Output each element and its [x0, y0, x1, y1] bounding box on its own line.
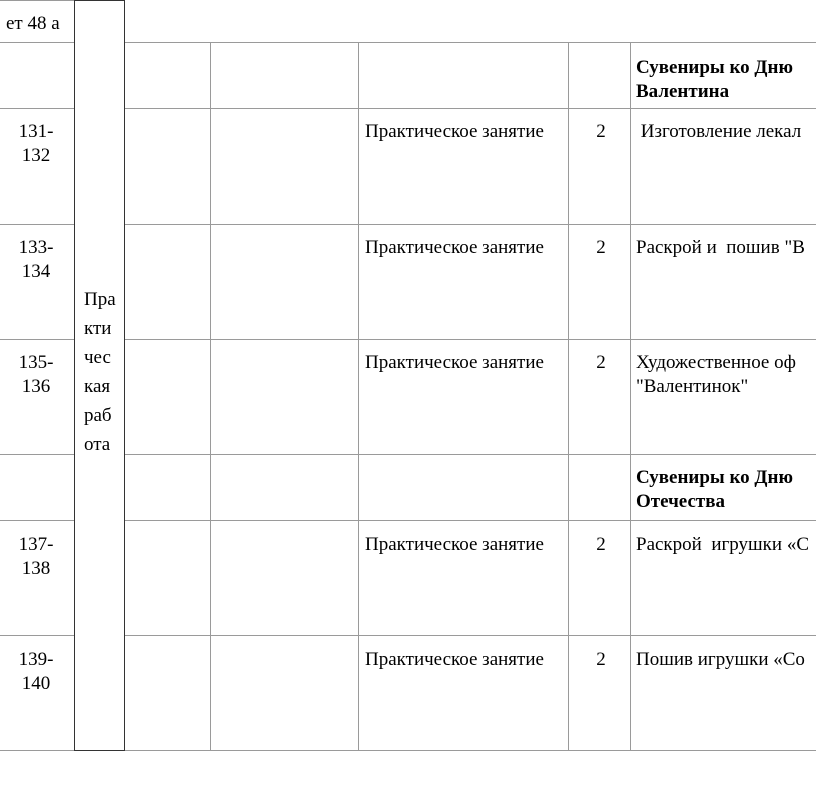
grid-line [0, 0, 75, 1]
merged-cell-border [74, 750, 125, 751]
merged-cell-border [124, 0, 125, 751]
grid-line [0, 108, 75, 109]
lesson-description: Пошив игрушки «Со [636, 649, 805, 670]
grid-line [124, 42, 816, 43]
lesson-number: 133- [18, 237, 54, 258]
section-title: Сувениры ко Дню [636, 467, 793, 488]
section-title: Сувениры ко Дню [636, 57, 793, 78]
merged-cell-border [74, 0, 125, 1]
grid-line [0, 339, 75, 340]
grid-line [124, 108, 816, 109]
lesson-type: Практическое занятие [365, 534, 544, 555]
section-title: Валентина [636, 81, 730, 102]
lesson-number: 135- [18, 352, 54, 373]
lesson-number: 137- [18, 534, 54, 555]
grid-line [124, 520, 816, 521]
lesson-number: 136 [21, 376, 51, 397]
grid-line [0, 520, 75, 521]
lesson-description: Раскрой и пошив "В [636, 237, 805, 258]
lesson-number: 139- [18, 649, 54, 670]
grid-line [124, 224, 816, 225]
lesson-hours: 2 [596, 121, 606, 142]
lesson-hours: 2 [596, 352, 606, 373]
lesson-number: 138 [21, 558, 51, 579]
grid-line [0, 42, 75, 43]
lesson-description: "Валентинок" [636, 376, 749, 397]
grid-line [124, 339, 816, 340]
grid-line [210, 42, 211, 751]
lesson-type: Практическое занятие [365, 121, 544, 142]
lesson-type: Практическое занятие [365, 649, 544, 670]
lesson-number: 132 [21, 145, 51, 166]
lesson-type: Практическое занятие [365, 237, 544, 258]
section-title: Отечества [636, 491, 725, 512]
lesson-hours: 2 [596, 649, 606, 670]
grid-line [568, 42, 569, 751]
lesson-description: Изготовление лекал [636, 121, 802, 142]
lesson-description: Художественное оф [636, 352, 796, 373]
grid-line [124, 454, 816, 455]
lesson-number: 140 [21, 673, 51, 694]
grid-line [0, 635, 75, 636]
grid-line [630, 42, 631, 751]
header-cell: ет 48 а [6, 13, 60, 34]
grid-line [0, 454, 75, 455]
grid-line [358, 42, 359, 751]
lesson-hours: 2 [596, 534, 606, 555]
merged-cell-border [74, 0, 75, 751]
lesson-number: 131- [18, 121, 54, 142]
grid-line [0, 224, 75, 225]
lesson-number: 134 [21, 261, 51, 282]
lesson-hours: 2 [596, 237, 606, 258]
lesson-description: Раскрой игрушки «С [636, 534, 809, 555]
grid-line [124, 635, 816, 636]
merged-column-text: Практическая работа [84, 289, 116, 455]
lesson-type: Практическое занятие [365, 352, 544, 373]
